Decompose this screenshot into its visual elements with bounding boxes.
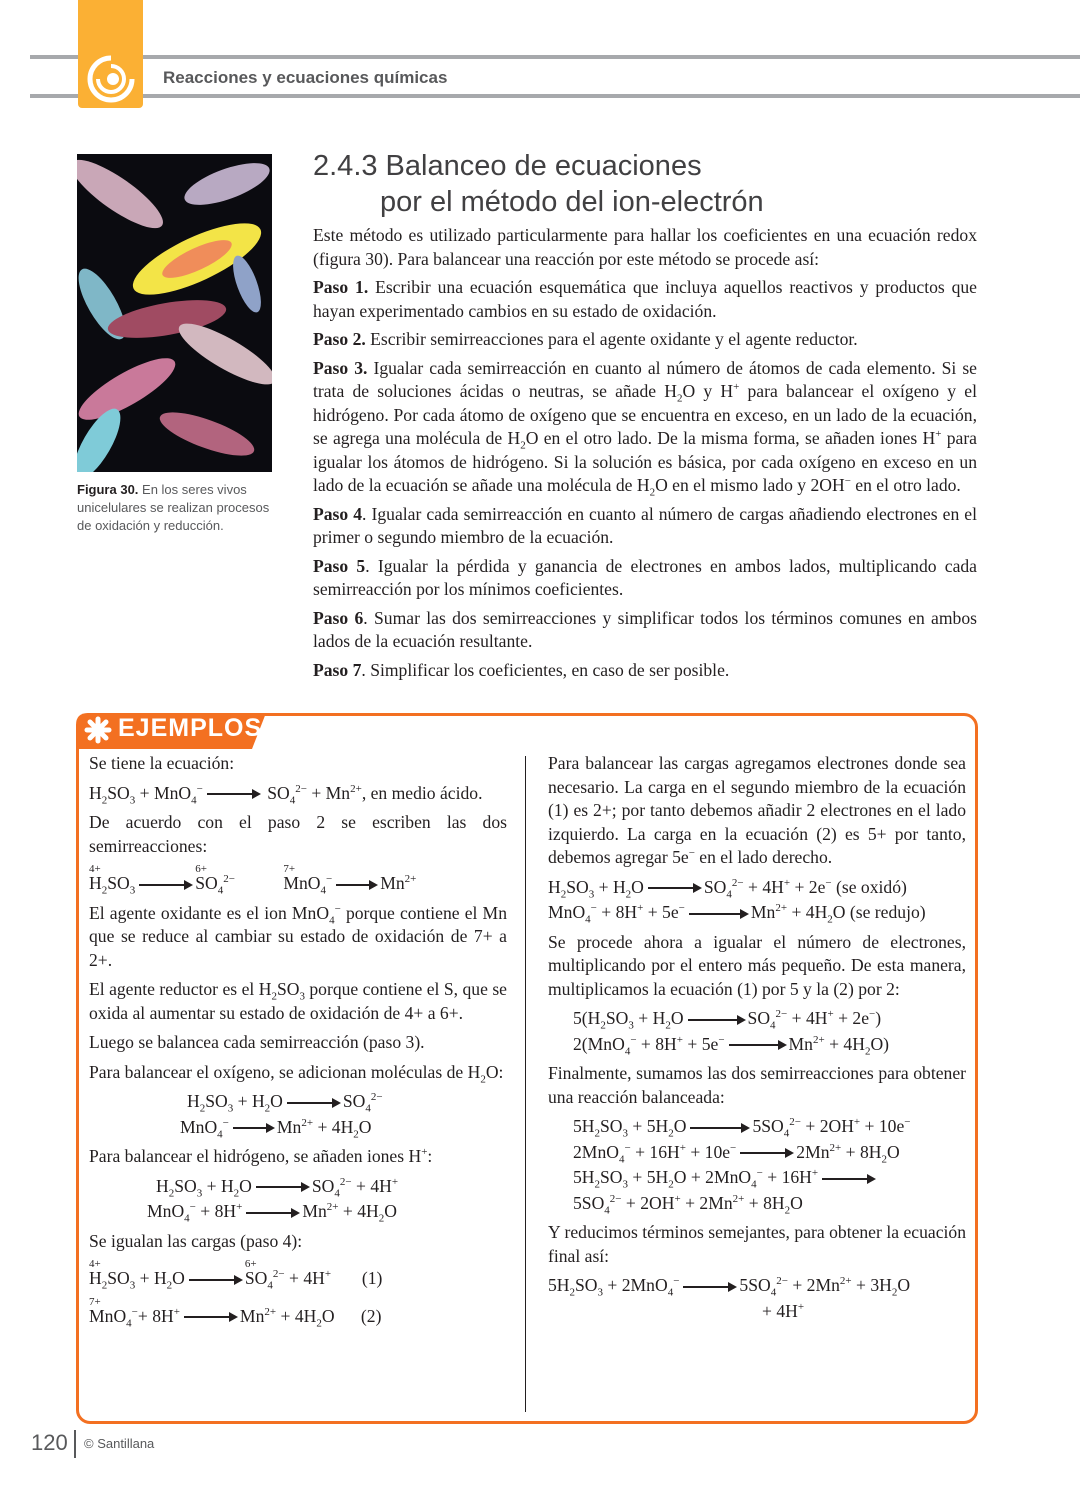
- copyright: © Santillana: [84, 1436, 155, 1451]
- section-body: [313, 224, 977, 687]
- examples-right-column: Para balancear las cargas agregamos electrones donde sea necesario. La carga en el segundo miembro de la ecuación (1) es 2+; por tanto debemos añadir 2 electrones en el lado izquierdo. La carga en la ecuación (2) es 5+ por tanto, debemos agregar 5e− en el lado derecho. $H_2SO_3 + H_2O$ $SO_4^{2-} + 4H^+ + 2e^-$ (se oxidó) MnO$_4$− + 8H+ + 5e− $Mn^{2+} + 4H_2O$ (se redujo) Se procede ahora a igualar el número de electrones, multiplicando por el entero más pequeño. De esta manera, multiplicamos la ecuación (1) por 5 y la (2) por 2: $5(H_2SO_3 + H_2O$ $SO_4^{2-} + 4H^+ + 2e^-$) 2(MnO$_4$− + 8H+ + 5e− $Mn^{2+} + 4H_2O$) Finalmente, sumamos las dos semirreacciones para obtener una reacción balanceada: $5H_2SO_3 + 5H_2O$ $5SO_4^{2-} + 2OH^+ + 10e^-$ 2MnO$_4$− + 16H+ + 10e− $2Mn^{2+} + 8H_2O$ $5H_2SO_3 + 5H_2O + 2MnO_4^- + 16H^+$ $5SO_4^{2-} + 2OH^+ + 2Mn^{2+} + 8H_2O$ Y reducimos términos semejantes, para obtener la ecuación final así: $5H_2SO_3 + 2MnO_4^-$ $5SO_4^{2-} + 2Mn^{2+} + 3H_2O$ + 4H+: [548, 753, 966, 1321]
- figure-caption: Figura 30. En los seres vivos unicelulares se realizan procesos de oxidación y reducción.: [77, 482, 270, 533]
- header-title: Reacciones y ecuaciones químicas: [163, 68, 448, 87]
- paso-6: Paso 6. Sumar las dos semirreacciones y simplificar todos los términos comunes en ambos lados de la ecuación resultante.: [313, 607, 977, 651]
- microorganisms-photo: [77, 154, 272, 472]
- footer-divider: [74, 1430, 76, 1458]
- paso-1: Paso 1. Escribir una ecuación esquemática que incluya aquellos reactivos y productos que hayan experimentado cambios en su estado de oxidación.: [313, 277, 977, 321]
- section-title: 2.4.3 Balanceo de ecuaciones por el método del ion-electrón: [313, 150, 764, 218]
- header-rule-top: [30, 55, 1080, 59]
- equation-2: 7+ MnO$_4$−+ 8H+ $Mn^{2+} + 4H_2O$ (2): [89, 1295, 382, 1330]
- paso-5: Paso 5. Igualar la pérdida y ganancia de electrones en ambos lados, multiplicando cada semirreacción por los mínimos coeficientes.: [313, 555, 977, 599]
- final-equation: $5H_2SO_3 + 2MnO_4^-$ $5SO_4^{2-} + 2Mn^{2+} + 3H_2O$: [548, 1275, 911, 1299]
- intro-paragraph: Este método es utilizado particularmente para hallar los coeficientes en una ecuación redox (figura 30). Para balancear una reacción por este método se procede así:: [313, 225, 977, 269]
- paso-4: Paso 4. Igualar cada semirreacción en cuanto al número de cargas añadiendo electrones en el primer o segundo miembro de la ecuación.: [313, 503, 977, 547]
- page-number: 120: [31, 1430, 68, 1455]
- equation-initial: $H_2SO_3 + MnO_4^-$ $SO_4^{2-} + Mn^{2+}$, en medio ácido.: [89, 782, 483, 807]
- asterisk-icon: [84, 716, 112, 744]
- paso-3: Paso 3. Igualar cada semirreacción en cuanto al número de átomos de cada elemento. Si se trata de soluciones ácidas o neutras, se añade $H_2O$ y H+ para balancear el oxígeno y el hidrógeno. Por cada átomo de oxígeno que se encuentra en exceso, en un lado de la ecuación, se agrega una molécula de $H_2O$ en el otro lado. De la misma forma, se añaden iones H+ para igualar los átomos de hidrógeno. Si la solución es básica, por cada oxígeno en exceso en un lado de la ecuación se añade una molécula de $H_2O$ en el mismo lado y 2OH− en el otro lado.: [313, 357, 977, 499]
- paso-2: Paso 2. Escribir semirreacciones para el agente oxidante y el agente reductor.: [313, 329, 858, 349]
- semireactions: 4+ $H_2SO_3$ 6+ $SO_4^{2-}$ 7+ MnO$_4$− $Mn^{2+}$: [89, 863, 417, 897]
- column-divider: [525, 756, 526, 1412]
- examples-label: EJEMPLOS: [118, 714, 263, 742]
- header-rule-bottom: [30, 94, 1080, 98]
- examples-left-column: Se tiene la ecuación: $H_2SO_3 + MnO_4^-$ $SO_4^{2-} + Mn^{2+}$, en medio ácido. De acuerdo con el paso 2 se escriben las dos semirreacciones: 4+ $H_2SO_3$ 6+ $SO_4^{2-}$ 7+ MnO$_4$− $Mn^{2+}$ El agente oxidante es el ion MnO$_4$− porque contiene el Mn que se reduce al cambiar su estado de oxidación de 7+ a 2+. El agente reductor es el $H_2SO_3$ porque contiene el S, que se oxida al aumentar su estado de oxidación de 4+ a 6+. Luego se balancea cada semirreacción (paso 3). Para balancear el oxígeno, se adicionan moléculas de $H_2O$: $H_2SO_3 + H_2O$ $SO_4^{2-}$ MnO$_4$− $Mn^{2+} + 4H_2O$ Para balancear el hidrógeno, se añaden iones H+: $H_2SO_3 + H_2O$ $SO_4^{2-} + 4H^+$ MnO$_4$− + 8H+ $Mn^{2+} + 4H_2O$ Se igualan las cargas (paso 4): 4+ $H_2SO_3 + H_2O$ 6+ $SO_4^{2-} + 4H^+$ (1) 7+ MnO$_4$−+ 8H+ $Mn^{2+} + 4H_2O$ (2): [89, 753, 507, 1330]
- chapter-swirl-icon: [84, 52, 138, 106]
- paso-7: Paso 7. Simplificar los coeficientes, en caso de ser posible.: [313, 659, 730, 680]
- equation-1: 4+ $H_2SO_3 + H_2O$ 6+ $SO_4^{2-} + 4H^+$ (1): [89, 1258, 383, 1292]
